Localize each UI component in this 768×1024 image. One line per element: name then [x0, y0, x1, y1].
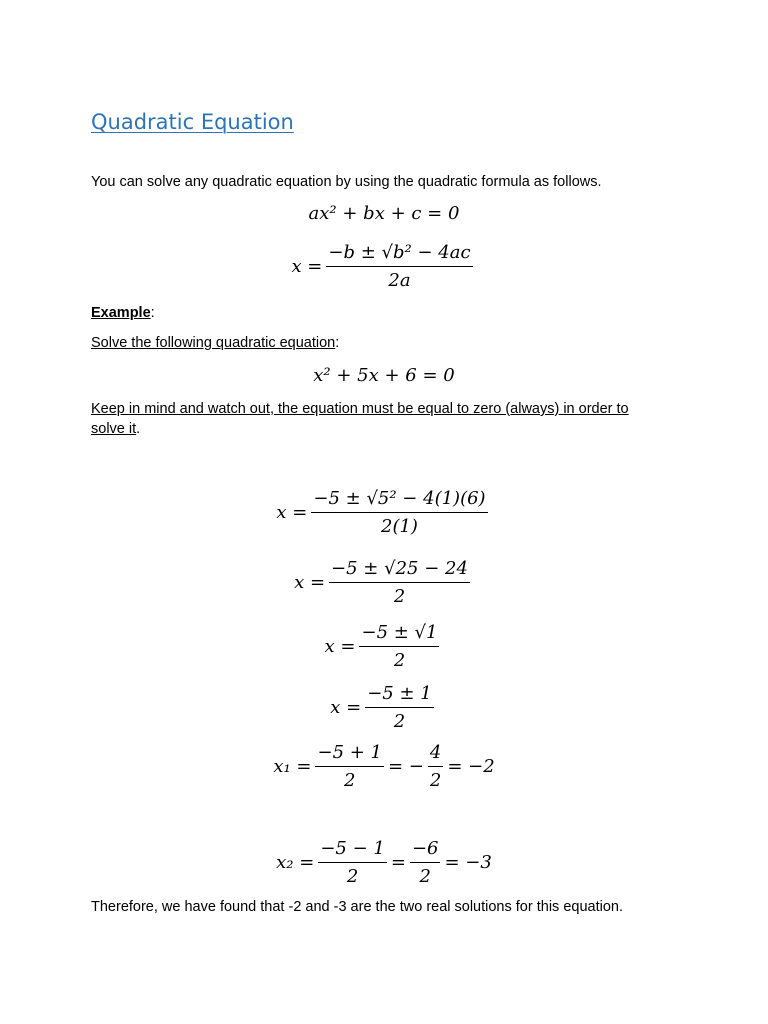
x1-numerator-2: 4	[428, 742, 443, 767]
step-3-numerator: −5 ± √1	[359, 622, 439, 647]
x1-solution	[0, 742, 768, 791]
x2-numerator-1: −5 − 1	[318, 838, 387, 863]
x1-denominator-2: 2	[429, 770, 442, 791]
example-label: Example	[91, 305, 151, 321]
step-2	[0, 558, 768, 607]
x2-numerator-2: −6	[410, 838, 441, 863]
conclusion-paragraph: Therefore, we have found that -2 and -3 are the two real solutions for this equation.	[91, 899, 623, 915]
step-4-numerator: −5 ± 1	[365, 683, 434, 708]
step-3-fraction	[359, 622, 439, 671]
step-2-fraction	[329, 558, 470, 607]
note-text: Keep in mind and watch out, the equation must be equal to zero (always) in order to solve it	[91, 401, 629, 437]
x2-middle: =	[390, 852, 406, 873]
x1-fraction-1	[315, 742, 384, 791]
solve-colon: :	[335, 335, 340, 351]
note-paragraph	[91, 399, 661, 439]
step-4-denominator: 2	[393, 711, 406, 732]
step-1-denominator: 2(1)	[381, 516, 418, 537]
step-1	[0, 488, 768, 537]
quadratic-formula	[0, 242, 768, 291]
example-equation: x² + 5x + 6 = 0	[313, 365, 455, 386]
x2-fraction-1	[318, 838, 387, 887]
x2-solution	[0, 838, 768, 887]
step-4-fraction	[365, 683, 434, 732]
x2-denominator-2: 2	[419, 866, 431, 887]
step-2-lhs: x =	[294, 572, 326, 593]
x1-numerator-1: −5 + 1	[315, 742, 384, 767]
note-period: .	[136, 421, 141, 437]
example-colon: :	[150, 305, 155, 321]
document-title: Quadratic Equation	[91, 110, 294, 134]
x2-fraction-2	[410, 838, 441, 887]
step-3-denominator: 2	[393, 650, 406, 671]
intro-paragraph: You can solve any quadratic equation by using the quadratic formula as follows.	[91, 174, 602, 190]
solve-instruction	[91, 333, 661, 353]
step-3-lhs: x =	[324, 636, 356, 657]
solve-label: Solve the following quadratic equation	[91, 335, 336, 351]
formula-numerator: −b ± √b² − 4ac	[326, 242, 472, 267]
formula-denominator: 2a	[388, 270, 411, 291]
example-heading	[91, 303, 661, 323]
x1-lhs: x₁ =	[273, 756, 312, 777]
step-1-lhs: x =	[276, 502, 308, 523]
step-1-numerator: −5 ± √5² − 4(1)(6)	[311, 488, 487, 513]
general-form-equation: ax² + bx + c = 0	[308, 203, 460, 224]
step-3	[0, 622, 768, 671]
x1-denominator-1: 2	[344, 770, 356, 791]
x1-fraction-2	[428, 742, 443, 791]
x2-lhs: x₂ =	[276, 852, 315, 873]
formula-lhs: x =	[291, 256, 323, 277]
x1-middle: = −	[388, 756, 424, 777]
x1-result: = −2	[447, 756, 495, 777]
formula-fraction	[326, 242, 472, 291]
step-4-lhs: x =	[330, 697, 362, 718]
x2-denominator-1: 2	[346, 866, 359, 887]
step-4	[0, 683, 768, 732]
x2-result: = −3	[444, 852, 492, 873]
step-1-fraction	[311, 488, 487, 537]
step-2-numerator: −5 ± √25 − 24	[329, 558, 470, 583]
step-2-denominator: 2	[393, 586, 406, 607]
